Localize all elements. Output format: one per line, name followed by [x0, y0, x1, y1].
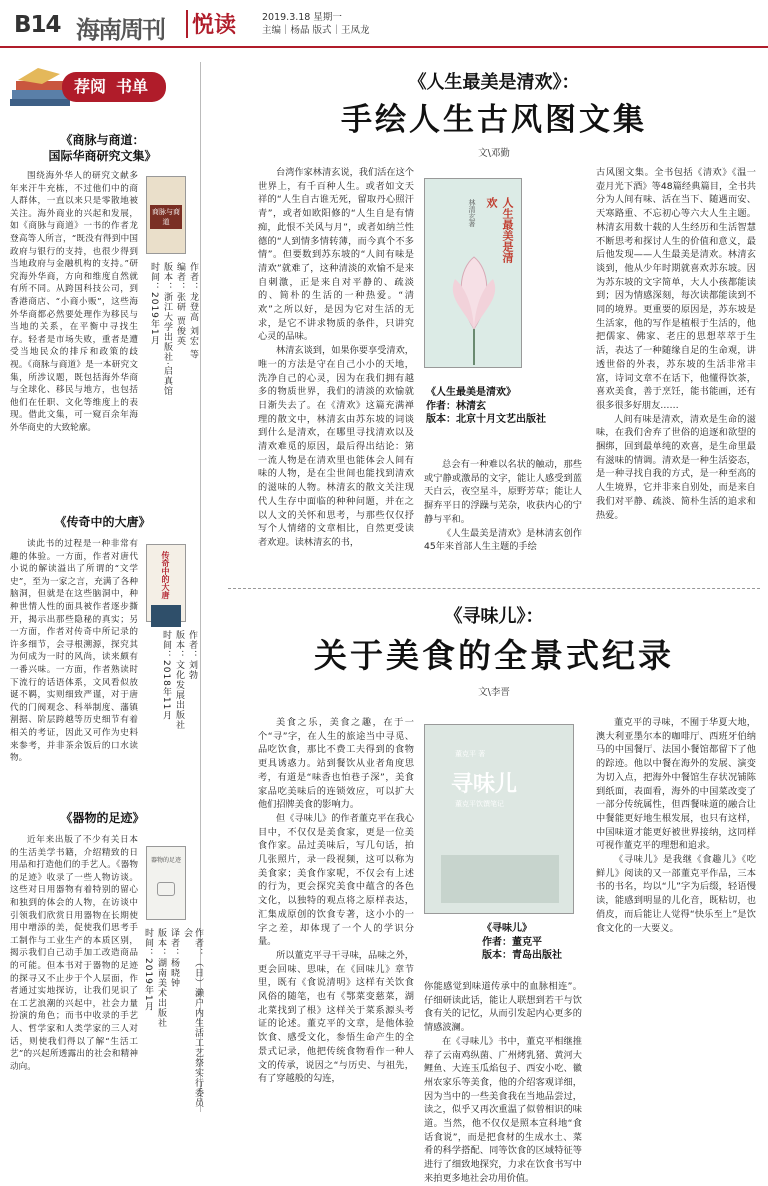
book1-cover-title: 商脉与商道: [150, 205, 182, 229]
article2-kicker: 《寻味儿》：: [444, 606, 544, 627]
book3-info: [140, 928, 203, 1113]
banner-label-b: 书单: [116, 77, 149, 96]
book3-review: 近年来出版了不少有关日本的生活美学书籍，介绍精致的日用品和打造他们的手艺人。《器物的足迹》收录了一些人物访谈。这些对日用器物有着特别的留心和独到的体会的人物，在访谈中引领我们欣赏日用器物在长期使用中增添的美，促使我们思考手工制作与工业生产的本质区别，揭示我们自己动手加工改造商品的可能。但本书对于器物的足迹的探寻又不止步于个人层面，作者通过实地探访，让我们见识了在工艺浪潮的兴起中，社会力量扮演的角色；而书中收录的手艺人、哲学家和人类学家的三人对话，则使我们得以了解“生活工艺”的兴起所透露出的社会和精神动向。: [10, 835, 138, 1072]
book1-info: [146, 262, 198, 412]
page-header: [0, 0, 768, 48]
book3-info-date: 时间：2019年1月: [143, 928, 153, 1012]
article2-cover-title: 寻味儿: [451, 771, 518, 797]
header-meta: [262, 11, 382, 37]
article2-para3: 所以董克平寻干寻味，品味之外，更会回味、思味，在《回味儿》章节里，既有《食说清明》这样有关饮食风俗的随笔，也有《鄂菜变慈菜，湖北菜找到了根》这样关于菜系源头考证的论述。董克平的文章，是他体验饮食、感受文化，参悟生命产生的全景式记录，他把传统食物看作一种人文的传承，说因之“与历史、与祖先，有了穿越般的勾连，: [258, 949, 414, 1085]
book3-title: [10, 810, 195, 826]
article1-cover-title: 人生最美是清欢: [485, 197, 514, 263]
article2-col1: [258, 716, 414, 1114]
article1-cover-author: 林清玄著: [468, 199, 476, 227]
article2-caption: [482, 922, 582, 963]
article2-para2: 但《寻味儿》的作者董克平在我心目中，不仅仅是美食家，更是一位美食作家。品过美味后，写几句话，拍几张照片，录一段视频，这可以称为美食家；美食作家呢，不仅会有上述的行为，更会探究美食中蕴含的各色文化，以独特的观点将之原样表达，汇集成原创的饮食专著，这小小的一字之差，却体现了一个人的学识分量。: [258, 812, 414, 948]
book2-cover: [146, 544, 186, 622]
book2-title-line1: 《传奇中的大唐》: [54, 515, 151, 529]
article1-kicker: 《人生最美是清欢》：: [408, 72, 580, 93]
article1-para6: 人间有味是清欢，清欢是生命的滋味，在我们舍弃了世俗的追逐和欲望的捆绑，回到最单纯的欢喜，是生命里最有滋味的情调。清欢是一种生活姿态，是一种寻找自我的方式，是一种至高的人生境界，它并非来自别处，而是来自我们对平静、疏淡、简朴生活的追求和热爱。: [596, 413, 756, 521]
banner-label-a: 荐阅: [74, 77, 107, 96]
book1-title-line1: 《商脉与商道：: [60, 133, 145, 147]
header-date: 2019.3.18 星期一: [262, 12, 342, 23]
article2-cover-subtitle: 董克平饮馔笔记: [455, 800, 504, 808]
article1-para3: 总会有一种难以名状的触动，那些或宁静或激昂的文字，能让人感受到蓝天白云，夜空星斗，原野芳草；能让人摒弃平日的浮躁与芜杂，收获内心的宁静与平和。: [424, 459, 582, 525]
article2-byline: 文\李晋: [478, 687, 510, 698]
article1-cover: [424, 178, 522, 368]
article2-cover-author: 董克平 著: [455, 750, 486, 758]
book2-title: [10, 514, 195, 530]
article1-para1: 台湾作家林清玄说，我们活在这个世界上，有千百种人生。或者如文天祥的“人生自古谁无死，留取丹心照汗青”，或者如欧阳修的“人生自是有情痴，此恨不关风与月”，或者如纳兰性德的“人到情多情转薄，而今真个不多情”。但要数到苏东坡的“人间有味是清欢”就难了，这种清淡的欢愉不是来自刺激，正是来自对平静的、疏淡的、简朴的生活的一种热爱。“清欢”之所以好，是因为它对生活的无求，是它不讲求物质的条件，只讲究心灵的品味。: [258, 167, 414, 343]
article2-cover: [424, 724, 574, 914]
article1-para2: 林清玄谈到，如果你要享受清欢，唯一的方法是守在自己小小的天地，洗净自己的心灵，因为在我们拥有越多的物质世界，我们的清淡的欢愉就日渐失去了。在《清欢》这篇充满禅理的散文中，林清玄由苏东坡的词谈到什么是清欢，在哪里寻找清欢以及清欢难觅的原因，最后得出结论：第一流人物是在清欢里也能体会人间有味的人物，是在尘世间也能找到清欢的滋味的人物。林清玄的散文关注现代人生存中面临的种种问题，并在之以人文的关怀和思考，与那些仅仅抒写个人情绪的文章相比，自然更受读者欢迎。读林清玄的书，: [258, 345, 414, 548]
article2-caption-author: 作者：董克平: [482, 936, 542, 948]
article2-para7: 《寻味儿》是我继《食趣儿》《吃鲜儿》阅读的又一部董克平作品，三本书的书名，均以“儿”字为后缀，轻语慢读，能感到明显的儿化音，既粘切，也俏皮，而后能让人觉得“快乐至上”是饮食文化的一大要义。: [596, 854, 756, 934]
book1-info-editor: 编者：张研 贾俊英: [175, 262, 185, 346]
book2-review: 读此书的过程是一种非常有趣的体验。一方面，作者对唐代小说的解读溢出了所谓的“文学史”，至为一家之言，充满了各种脑洞，但就是在这些脑洞中，种种世情人性的面具被作者逐步撕开，揭示出那些隐秘的真实；另一方面，作者对传奇中所记录的许多细节，会寻根溯源，探究其为何成为一时的风尚，读来颇有一番兴味。一方面，作者熟读时下流行的话语体系，文风看似放诞不羁，实则细致严谨，对于唐代的门阀观念、科举制度、藩镇割据、阶层跨越等历史细节有着相关的考证，因此又可作为史料来参考，并非茶余饭后的口水读物。: [10, 539, 138, 764]
header-staff: 主编｜杨晶 版式｜王凤龙: [262, 25, 370, 36]
book1-info-date: 时间：2019年1月: [149, 262, 159, 346]
article1-caption-publisher: 版本：北京十月文艺出版社: [426, 414, 546, 425]
book1-info-publisher: 版本：浙江大学出版社·启真馆: [162, 262, 172, 396]
book2-info: [158, 630, 197, 780]
book1-title-line2: 国际华商研究文集》: [48, 149, 157, 163]
book3-info-translator: 译者：杨晓钟: [169, 928, 179, 988]
book3-info-author: 作者：（日）濑户内生活工艺祭实行委员会: [182, 928, 203, 1108]
book3-cover: [146, 846, 186, 920]
book2-info-publisher: 版本：文化发展出版社: [174, 630, 184, 730]
article1-caption: [426, 386, 566, 427]
article1-caption-title: 《人生最美是清欢》: [426, 387, 516, 398]
article1-col1: [258, 166, 414, 568]
article2-para6: 董克平的寻味，不囿于华夏大地，澳大利亚墨尔本的咖啡厅、西班牙伯纳马的中国餐厅、法国小餐馆都留下了他的踪迹。他以中餐在海外的发展、演变为切入点，把海外中餐馆生存状况铺陈到纸面，表面看，海外的中国菜改变了一部分传统属性，但西餐味道的融合让中餐能更好地生根发展，也只有这样，中国味道才能更好被世界接纳，这同样可视作董克平的理想和追求。: [596, 717, 756, 852]
article1-para5: 古风图文集。全书包括《清欢》《温一壶月光下酒》等48篇经典篇目，全书共分为人间有味、活在当下、随遇而安、天寒路重、不忘初心等六大人生主题。林清玄用数十载的人生经历和生活智慧不断思考和探讨人生的价值和意义，最后他发现——人生最美是清欢。林清玄谈到，他从少年时期就喜欢苏东坡。因为苏东坡的文字简单，大人小孩都能读到；因为情感深刻，每次读都能读到不同的境界。更重要的原因是，苏东坡是生活家，他的写作是植根于生活的，他把儒家、佛家、老庄的思想萃萃于生活，表达了一种随缘自足的生命观，讲透世俗的外表，苏东坡的生活非常丰富，诗词文章不在话下，他懂得饮茶，喜欢美食，善于烹饪，能书能画，还有很多很多好朋友……: [596, 167, 756, 411]
recommend-banner: [62, 72, 166, 102]
article2-caption-publisher: 版本：青岛出版社: [482, 950, 562, 961]
book1-info-author: 作者：龙登高 刘宏 等: [188, 262, 198, 360]
book1-cover: [146, 176, 186, 254]
newspaper-logo: 海南周刊: [76, 16, 164, 44]
page-number: B14: [14, 12, 61, 38]
book3-info-publisher: 版本：湖南美术出版社: [156, 928, 166, 1028]
article-divider: [228, 588, 760, 589]
article1-col3: [596, 166, 756, 568]
article1-headline: 手绘人生古风图文集: [341, 102, 647, 138]
header-divider: [186, 10, 188, 38]
article2-col3: [596, 716, 756, 1114]
article2-col2: [424, 980, 582, 1184]
article2-para5: 在《寻味儿》书中，董克平相继推荐了云南鸡纵菌、广州烤乳猪、黄河大鲤鱼、大连玉瓜焰包子、西安小吃、徽州农家乐等美食，他的介绍客观详细，因为当中的一些美食我在当地品尝过，读之，似乎又再次重温了似曾相识的味道。当然，他不仅仅是照本宣科地“食话食说”，而是把食材的生成水土、菜肴的科学搭配、同等饮食的区域特征等进行了细致地探究，力求在饮食书写中来拍更多地社会功用价值。: [424, 1035, 582, 1184]
article2-para4: 你能感觉到味道传承中的血脉相连”。仔细研读此话，能让人联想到若干与饮食有关的记忆，从而引发起内心更多的情感波澜。: [424, 981, 582, 1034]
article1-byline: 文\邓勤: [478, 148, 510, 159]
article1-col2: [424, 458, 582, 570]
article2-caption-title: 《寻味儿》: [482, 923, 532, 934]
article2-headline: 关于美食的全景式纪录: [314, 636, 674, 675]
book2-info-author: 作者：刘勃: [187, 630, 197, 680]
book2-info-date: 时间：2018年11月: [161, 630, 171, 721]
article1-caption-author: 作者：林清玄: [426, 400, 486, 412]
article2-para1: 美食之乐，美食之趣，在于一个“寻”字，在人生的旅途当中寻觅、品吃饮食，那比不费工夫得到的食物更具诱惑力。站到餐饮从业者角度思考，有道是“味香也怕巷子深”，美食家品吃美味后的连锁效应，可以扩大他们招牌美食的影响力。: [258, 717, 414, 811]
section-title: 悦读: [192, 13, 237, 38]
article1-para4: 《人生最美是清欢》是林清玄创作45年来首部人生主题的手绘: [424, 527, 582, 553]
book3-title-line1: 《器物的足迹》: [60, 811, 145, 825]
book1-title: [10, 132, 195, 164]
book1-review: 围绕海外华人的研究文献多年来汗牛充栋，不过他们中的商人群体，一直以来只是零散地被关注。海外商业的兴起和发展，如《商脉与商道》一书的作者龙登高等人所言，“既没有得到中国政府与银行的支持，也很少得到当地政府与金融机构的支持。”研究海外华商，方向和维度自然就有所不同。从跨国科技公司，到香港商店、“小商小贩”，这些海外华商都必然要处理作为移民与当地的关系，在平衡中寻找生存。轻者是市场失败，重者是遭受当地民众的排斥和政策的歧视。《商脉与商道》是一本研究文集，所涉议题，既包括海外华商与全球化、移民与地方，也包括他们在任职、文化等维度上的表现。借此文集，可一窥百余年海外华商史的大致轮廓。: [10, 171, 138, 433]
book3-cover-title: 器物的足迹: [151, 857, 182, 864]
book2-cover-title: 传奇中的大唐: [161, 551, 171, 599]
